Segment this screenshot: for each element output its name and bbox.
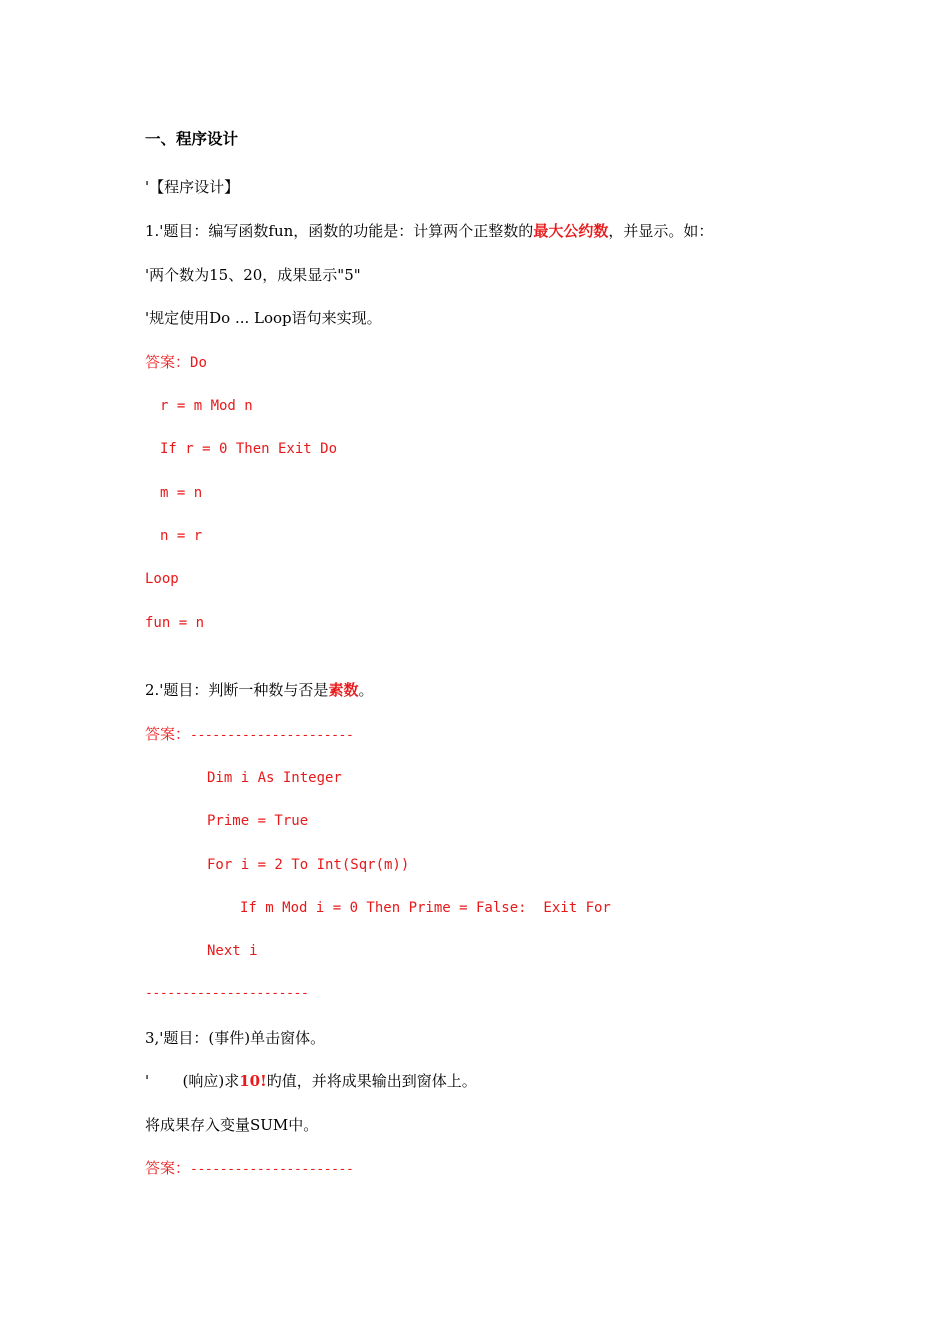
q2-answer-line (145, 723, 353, 747)
q3-response-suffix: 旳值，并将成果输出到窗体上。 (266, 1072, 477, 1090)
section-tag: '【程序设计】 (145, 178, 240, 196)
q1-requirement: '规定使用Do ... Loop语句来实现。 (145, 309, 382, 327)
section-heading: 一、程序设计 (145, 129, 239, 148)
q3-store: 将成果存入变量SUM中。 (145, 1116, 319, 1134)
q2-highlight: 素数 (328, 681, 359, 699)
q1-answer-label: 答案： (145, 353, 191, 371)
q1-highlight: 最大公约数 (533, 222, 609, 240)
q1-title (145, 220, 713, 242)
q2-title (145, 679, 373, 701)
q1-title-suffix: ，并显示。如： (608, 222, 714, 240)
q1-title-prefix: 1.'题目：编写函数fun，函数的功能是：计算两个正整数的 (145, 222, 534, 240)
q3-response-prefix: ' (响应)求 (145, 1072, 240, 1090)
q3-answer-line (145, 1157, 353, 1181)
q2-end-dashes: ---------------------- (145, 986, 309, 1001)
q1-code-line: If r = 0 Then Exit Do (160, 441, 338, 457)
q2-code-line: Next i (207, 943, 258, 959)
q2-title-suffix: 。 (358, 681, 374, 699)
q3-answer-dashes: ---------------------- (190, 1162, 354, 1177)
q2-code-line: Prime = True (207, 813, 309, 829)
q2-title-prefix: 2.'题目：判断一种数与否是 (145, 681, 329, 699)
q3-title: 3,'题目：(事件)单击窗体。 (145, 1029, 326, 1047)
q1-example: '两个数为15、20，成果显示"5" (145, 266, 361, 284)
q1-code-line: r = m Mod n (160, 398, 253, 414)
q2-code-line: Dim i As Integer (207, 770, 342, 786)
q2-code-line: If m Mod i = 0 Then Prime = False: Exit For (240, 900, 611, 916)
q3-highlight: 10! (239, 1072, 267, 1090)
q1-answer-line (145, 351, 207, 374)
q2-answer-dashes: ---------------------- (190, 728, 354, 743)
q3-answer-label: 答案： (145, 1159, 191, 1177)
q1-code-line: m = n (160, 485, 203, 501)
q1-code-line: n = r (160, 528, 203, 544)
q1-result: fun = n (145, 615, 205, 631)
q1-loop: Loop (145, 571, 179, 587)
q3-response (145, 1070, 477, 1092)
q2-answer-label: 答案： (145, 725, 191, 743)
q1-answer-first: Do (190, 355, 207, 371)
q2-code-line: For i = 2 To Int(Sqr(m)) (207, 857, 410, 873)
